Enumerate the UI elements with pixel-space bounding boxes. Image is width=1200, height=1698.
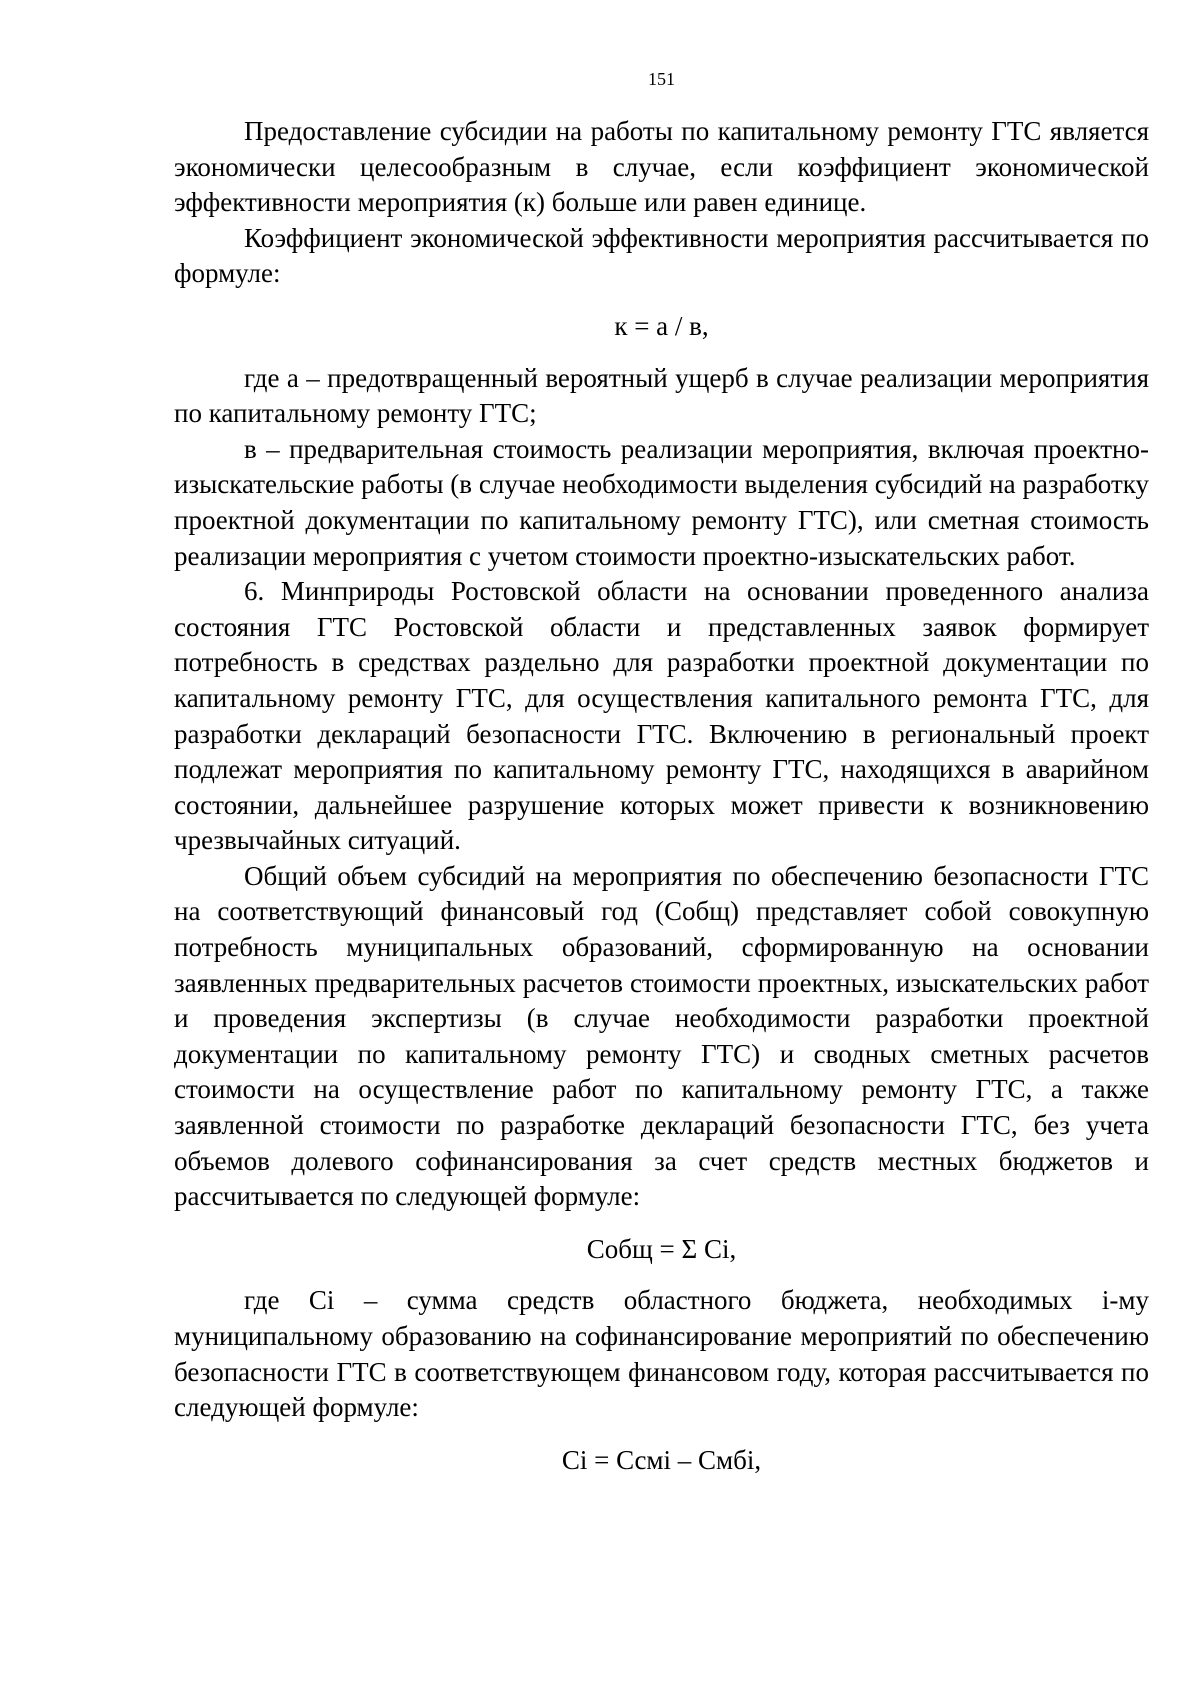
formula-total-subsidy: Собщ = Σ Сi,: [586, 1233, 737, 1264]
paragraph-subsidy-condition: Предоставление субсидии на работы по капитальному ремонту ГТС является экономически целесообразным в случае, если коэффициент экономической эффективности мероприятия (к) больше или равен единице.: [174, 116, 1149, 218]
paragraph-definition-ci: где Сi – сумма средств областного бюджета, необходимых i-му муниципальному образованию на софинансирование мероприятий по обеспечению безопасности ГТС в соответствующем финансовом году, которая рассчитывается по следующей формуле:: [174, 1285, 1149, 1423]
paragraph-coefficient-intro: Коэффициент экономической эффективности мероприятия рассчитывается по формуле:: [174, 222, 1149, 289]
formula-coefficient: к = а / в,: [614, 310, 709, 341]
paragraph-definition-b: в – предварительная стоимость реализации мероприятия, включая проектно-изыскательские работы (в случае необходимости выделения субсидий на разработку проектной документации по капитальному ремонту ГТС), или сметная стоимость реализации мероприятия с учетом стоимости проектно-изыскательских работ.: [174, 433, 1149, 571]
paragraph-item-6: 6. Минприроды Ростовской области на основании проведенного анализа состояния ГТС Ростовской области и представленных заявок формирует потребность в средствах раздельно для разработки проектной документации по капитальному ремонту ГТС, для осуществления капитального ремонта ГТС, для разработки деклараций безопасности ГТС. Включению в региональный проект подлежат мероприятия по капитальному ремонту ГТС, находящихся в аварийном состоянии, дальнейшее разрушение которых может привести к возникновению чрезвычайных ситуаций.: [174, 576, 1149, 856]
paragraph-definition-a: где а – предотвращенный вероятный ущерб в случае реализации мероприятия по капитальному ремонту ГТС;: [174, 362, 1149, 429]
document-body: [174, 114, 1149, 1494]
formula-ci: Сi = Ссмi – Смбi,: [561, 1444, 762, 1475]
page-number: 151: [648, 69, 675, 89]
paragraph-total-subsidy: Общий объем субсидий на мероприятия по обеспечению безопасности ГТС на соответствующий финансовый год (Собщ) представляет собой совокупную потребность муниципальных образований, сформированную на основании заявленных предварительных расчетов стоимости проектных, изыскательских работ и проведения экспертизы (в случае необходимости разработки проектной документации по капитальному ремонту ГТС) и сводных сметных расчетов стоимости на осуществление работ по капитальному ремонту ГТС, а также заявленной стоимости по разработке деклараций безопасности ГТС, без учета объемов долевого софинансирования за счет средств местных бюджетов и рассчитывается по следующей формуле:: [174, 860, 1149, 1212]
